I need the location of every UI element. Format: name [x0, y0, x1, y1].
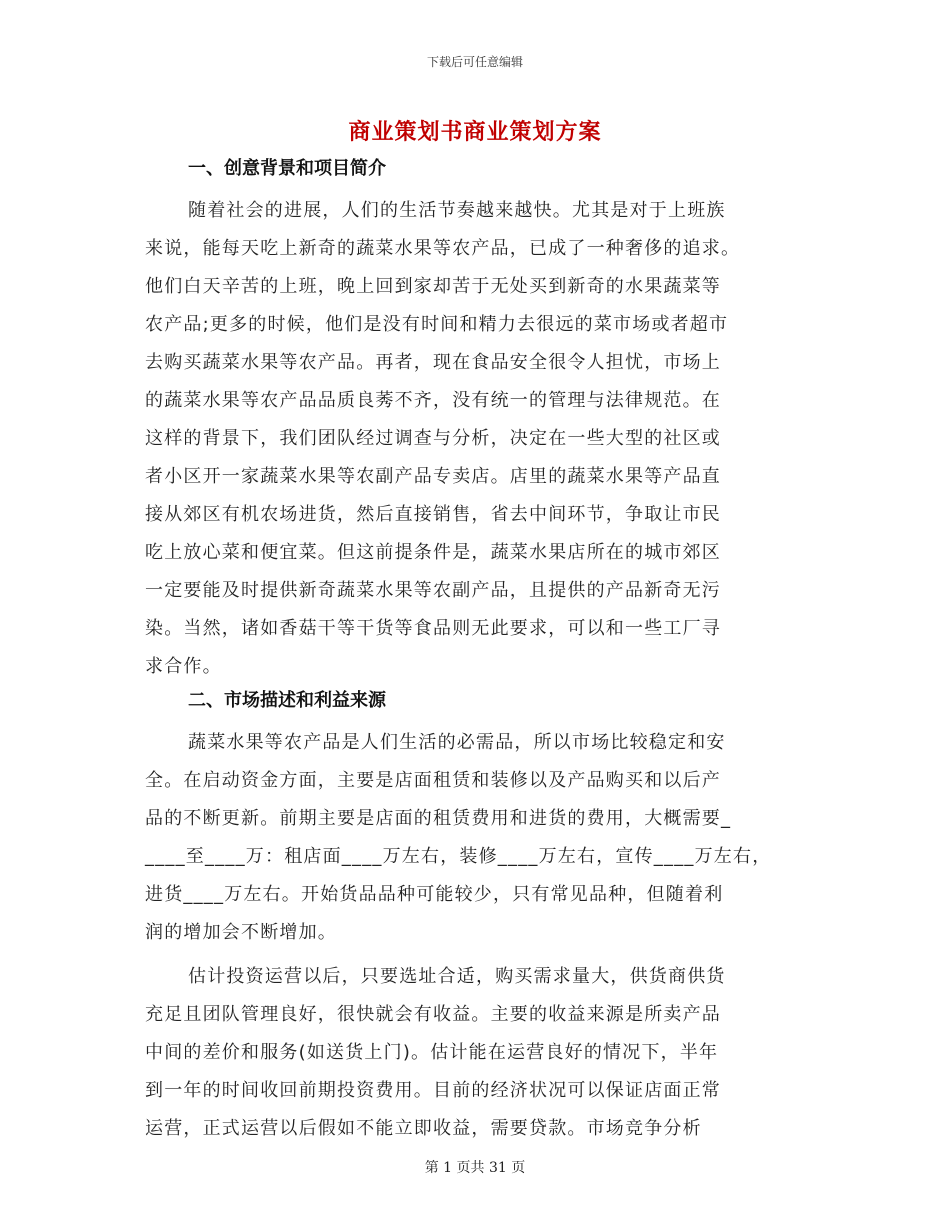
paragraph-line: 接从郊区有机农场进货，然后直接销售，省去中间环节，争取让市民 [145, 504, 721, 525]
paragraph-line: 估计投资运营以后，只要选址合适，购买需求量大，供货商供货 [188, 966, 726, 987]
page-footer: 第 1 页共 31 页 [424, 1160, 526, 1176]
paragraph-line: 品的不断更新。前期主要是店面的租赁费用和进货的费用，大概需要_ [145, 808, 732, 829]
paragraph-line: 进货____万左右。开始货品品种可能较少，只有常见品种，但随着利 [145, 884, 724, 905]
paragraph-line: 者小区开一家蔬菜水果等农副产品专卖店。店里的蔬菜水果等产品直 [145, 466, 721, 487]
paragraph-line: 他们白天辛苦的上班，晚上回到家却苦于无处买到新奇的水果蔬菜等 [145, 276, 721, 297]
paragraph-line: 农产品;更多的时候，他们是没有时间和精力去很远的菜市场或者超市 [145, 314, 729, 335]
paragraph-line: 的蔬菜水果等农产品品质良莠不齐，没有统一的管理与法律规范。在 [145, 390, 721, 411]
paragraph-line: 到一年的时间收回前期投资费用。目前的经济状况可以保证店面正常 [145, 1080, 721, 1101]
paragraph-line: 随着社会的进展，人们的生活节奏越来越快。尤其是对于上班族 [188, 200, 726, 221]
paragraph-line: ____至____万：租店面____万左右，装修____万左右，宣传____万左右， [145, 846, 772, 867]
paragraph-line: 蔬菜水果等农产品是人们生活的必需品，所以市场比较稳定和安 [188, 732, 726, 753]
section-2-heading: 二、市场描述和利益来源 [188, 690, 386, 711]
paragraph-line: 全。在启动资金方面，主要是店面租赁和装修以及产品购买和以后产 [145, 770, 721, 791]
paragraph-line: 一定要能及时提供新奇蔬菜水果等农副产品，且提供的产品新奇无污 [145, 580, 721, 601]
page-header: 下载后可任意编辑 [426, 55, 523, 69]
paragraph-line: 染。当然，诸如香菇干等干货等食品则无此要求，可以和一些工厂寻 [145, 618, 721, 639]
paragraph-line: 充足且团队管理良好，很快就会有收益。主要的收益来源是所卖产品 [145, 1004, 721, 1025]
paragraph-line: 润的增加会不断增加。 [145, 922, 337, 943]
paragraph-line: 吃上放心菜和便宜菜。但这前提条件是，蔬菜水果店所在的城市郊区 [145, 542, 721, 563]
paragraph-line: 来说，能每天吃上新奇的蔬菜水果等农产品，已成了一种奢侈的追求。 [145, 238, 741, 259]
paragraph-line: 求合作。 [145, 656, 222, 677]
document-title: 商业策划书商业策划方案 [348, 120, 602, 145]
section-1-heading: 一、创意背景和项目简介 [188, 158, 386, 179]
paragraph-line: 运营，正式运营以后假如不能立即收益，需要贷款。市场竞争分析 [145, 1118, 702, 1139]
paragraph-line: 去购买蔬菜水果等农产品。再者，现在食品安全很令人担忧，市场上 [145, 352, 721, 373]
paragraph-line: 中间的差价和服务(如送货上门)。估计能在运营良好的情况下，半年 [145, 1042, 719, 1063]
paragraph-line: 这样的背景下，我们团队经过调查与分析，决定在一些大型的社区或 [145, 428, 721, 449]
